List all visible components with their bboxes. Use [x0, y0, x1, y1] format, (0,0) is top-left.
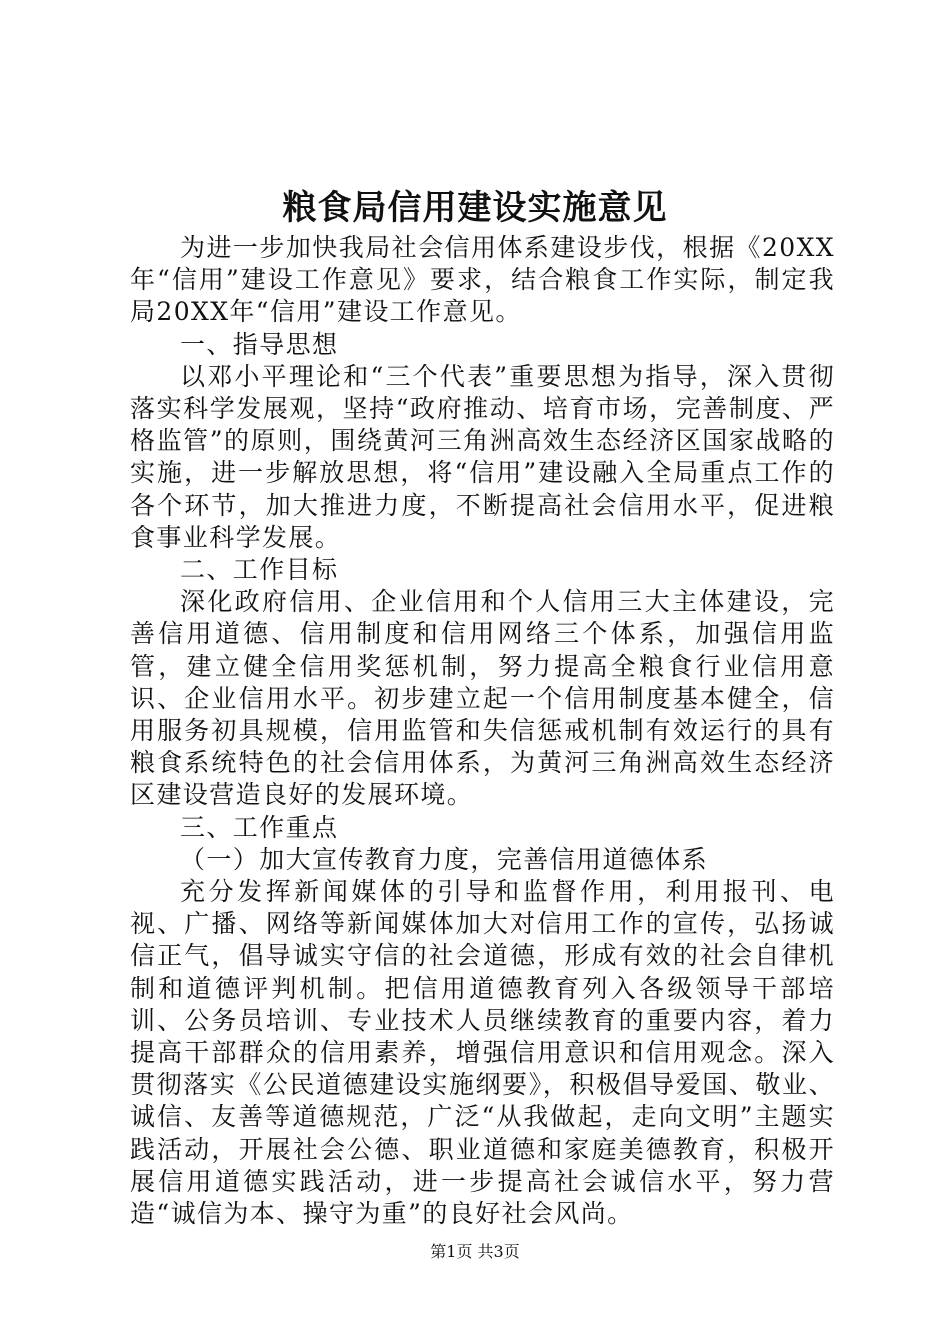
intro-paragraph: 为进一步加快我局社会信用体系建设步伐，根据《20XX年“信用”建设工作意见》要求，结合粮食工作实际，制定我局20XX年“信用”建设工作意见。: [130, 233, 835, 327]
publicity-paragraph: 充分发挥新闻媒体的引导和监督作用，利用报刊、电视、广播、网络等新闻媒体加大对信用工作的宣传，弘扬诚信正气，倡导诚实守信的社会道德，形成有效的社会自律机制和道德评判机制。把信用道德教育列入各级领导干部培训、公务员培训、专业技术人员继续教育的重要内容，着力提高干部群众的信用素养，增强信用意识和信用观念。深入贯彻落实《公民道德建设实施纲要》，积极倡导爱国、敬业、诚信、友善等道德规范，广泛“从我做起，走向文明”主题实践活动，开展社会公德、职业道德和家庭美德教育，积极开展信用道德实践活动，进一步提高社会诚信水平，努力营造“诚信为本、操守为重”的良好社会风尚。: [130, 877, 835, 1229]
section-heading-guiding-ideology: 一、指导思想: [180, 329, 339, 359]
page-number-footer: 第1页 共3页: [430, 1242, 520, 1261]
section-heading-work-goals: 二、工作目标: [180, 555, 339, 585]
section-heading-work-focus: 三、工作重点: [180, 812, 339, 842]
document-body: [130, 232, 835, 1230]
document-title: 粮食局信用建设实施意见: [282, 188, 668, 228]
subsection-heading-publicity: （一）加大宣传教育力度，完善信用道德体系: [180, 844, 709, 874]
guiding-ideology-paragraph: 以邓小平理论和“三个代表”重要思想为指导，深入贯彻落实科学发展观，坚持“政府推动、培育市场，完善制度、严格监管”的原则，围绕黄河三角洲高效生态经济区国家战略的实施，进一步解放思想，将“信用”建设融入全局重点工作的各个环节，加大推进力度，不断提高社会信用水平，促进粮食事业科学发展。: [130, 361, 835, 552]
work-goals-paragraph: 深化政府信用、企业信用和个人信用三大主体建设，完善信用道德、信用制度和信用网络三个体系，加强信用监管，建立健全信用奖惩机制，努力提高全粮食行业信用意识、企业信用水平。初步建立起一个信用制度基本健全，信用服务初具规模，信用监管和失信惩戒机制有效运行的具有粮食系统特色的社会信用体系，为黄河三角洲高效生态经济区建设营造良好的发展环境。: [130, 587, 835, 810]
